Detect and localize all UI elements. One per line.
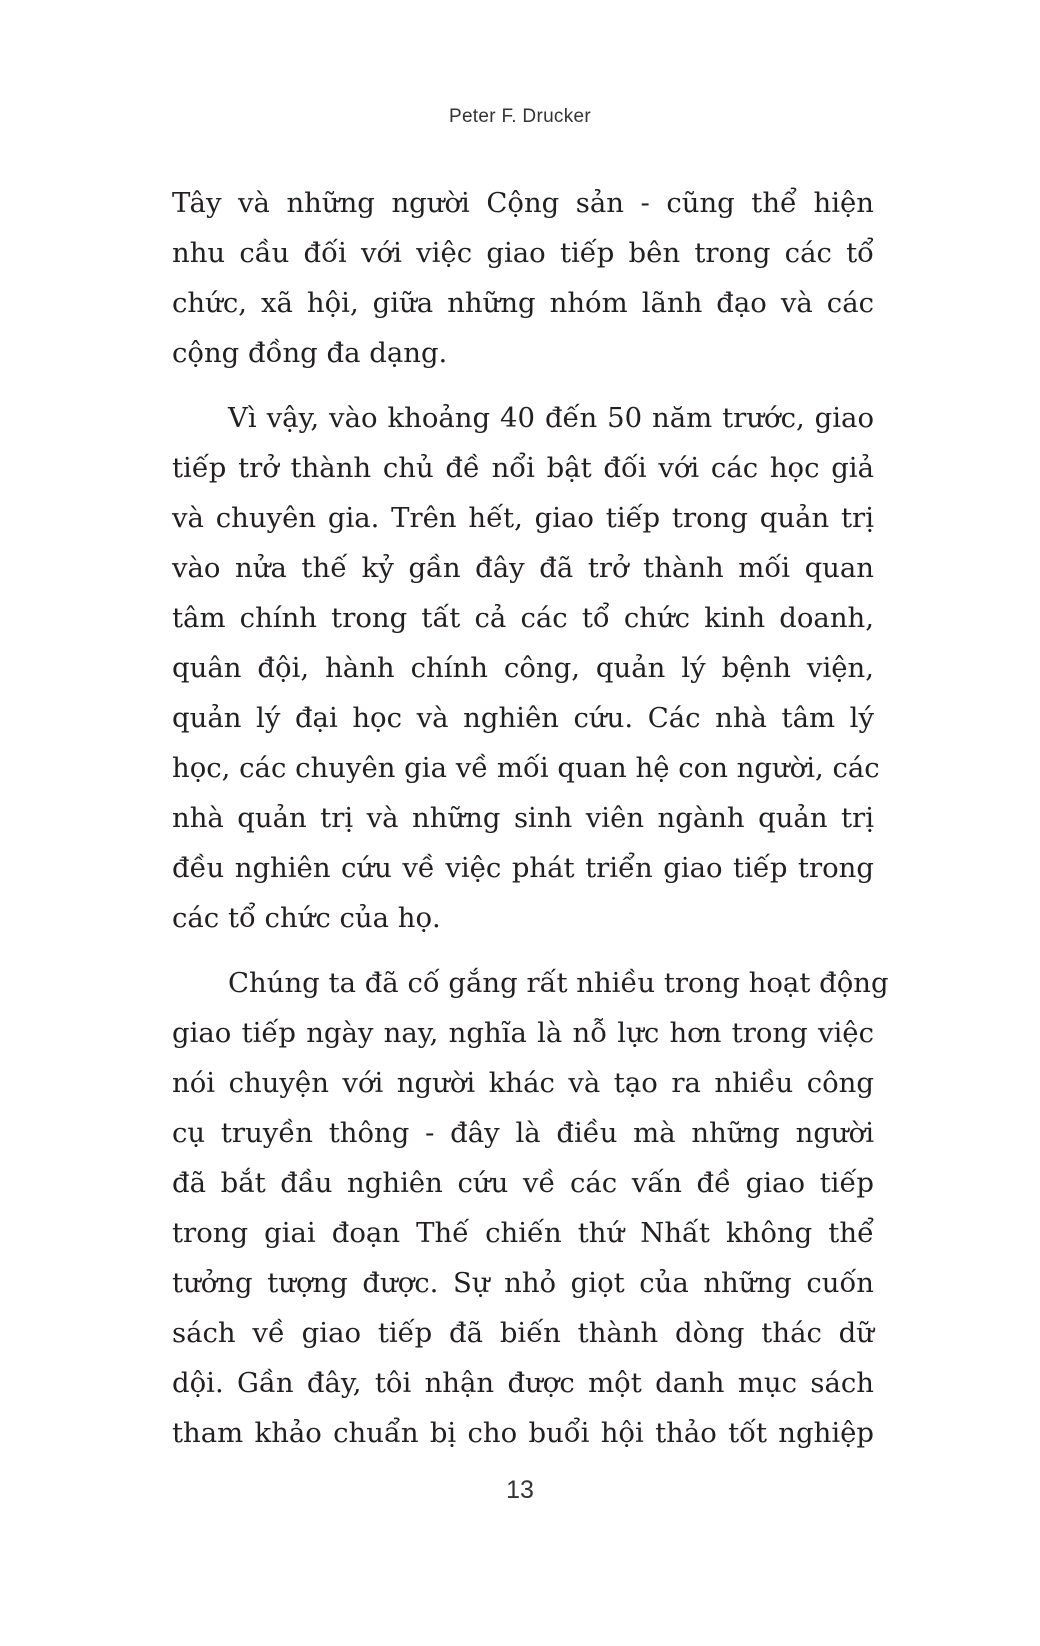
text-line: tưởng tượng được. Sự nhỏ giọt của những cuốn <box>172 1267 874 1299</box>
text-line: các tổ chức của họ. <box>172 902 441 934</box>
text-line: quản lý đại học và nghiên cứu. Các nhà tâm lý <box>172 702 874 734</box>
text-line: học, các chuyên gia về mối quan hệ con người, các <box>172 752 880 784</box>
text-line: quân đội, hành chính công, quản lý bệnh viện, <box>172 652 874 684</box>
text-line: tiếp trở thành chủ đề nổi bật đối với các học giả <box>172 452 874 484</box>
text-line: Chúng ta đã cố gắng rất nhiều trong hoạt động <box>228 967 889 999</box>
text-line: tâm chính trong tất cả các tổ chức kinh doanh, <box>172 602 874 634</box>
text-line: tham khảo chuẩn bị cho buổi hội thảo tốt nghiệp <box>172 1417 874 1449</box>
text-line: và chuyên gia. Trên hết, giao tiếp trong quản trị <box>172 502 874 534</box>
paragraph <box>172 393 880 943</box>
paragraph <box>172 178 874 378</box>
text-line: nói chuyện với người khác và tạo ra nhiều công <box>172 1067 874 1099</box>
text-line: trong giai đoạn Thế chiến thứ Nhất không thể <box>172 1217 874 1249</box>
running-header-author: Peter F. Drucker <box>448 106 592 127</box>
text-line: cộng đồng đa dạng. <box>172 337 448 369</box>
text-line: giao tiếp ngày nay, nghĩa là nỗ lực hơn trong việc <box>172 1017 874 1049</box>
text-line: cụ truyền thông - đây là điều mà những người <box>172 1117 874 1149</box>
text-line: dội. Gần đây, tôi nhận được một danh mục sách <box>172 1367 874 1399</box>
text-line: Vì vậy, vào khoảng 40 đến 50 năm trước, giao <box>228 402 874 434</box>
text-line: đã bắt đầu nghiên cứu về các vấn đề giao tiếp <box>172 1167 874 1199</box>
page-number: 13 <box>506 1476 534 1504</box>
text-line: vào nửa thế kỷ gần đây đã trở thành mối quan <box>172 552 874 584</box>
body-text <box>172 178 889 1473</box>
text-line: sách về giao tiếp đã biến thành dòng thác dữ <box>172 1317 874 1349</box>
text-line: chức, xã hội, giữa những nhóm lãnh đạo và các <box>172 287 874 319</box>
paragraph <box>172 958 889 1458</box>
text-line: Tây và những người Cộng sản - cũng thể hiện <box>172 187 874 219</box>
text-line: nhu cầu đối với việc giao tiếp bên trong các tổ <box>172 237 874 269</box>
text-line: nhà quản trị và những sinh viên ngành quản trị <box>172 802 874 834</box>
text-line: đều nghiên cứu về việc phát triển giao tiếp trong <box>172 852 874 884</box>
